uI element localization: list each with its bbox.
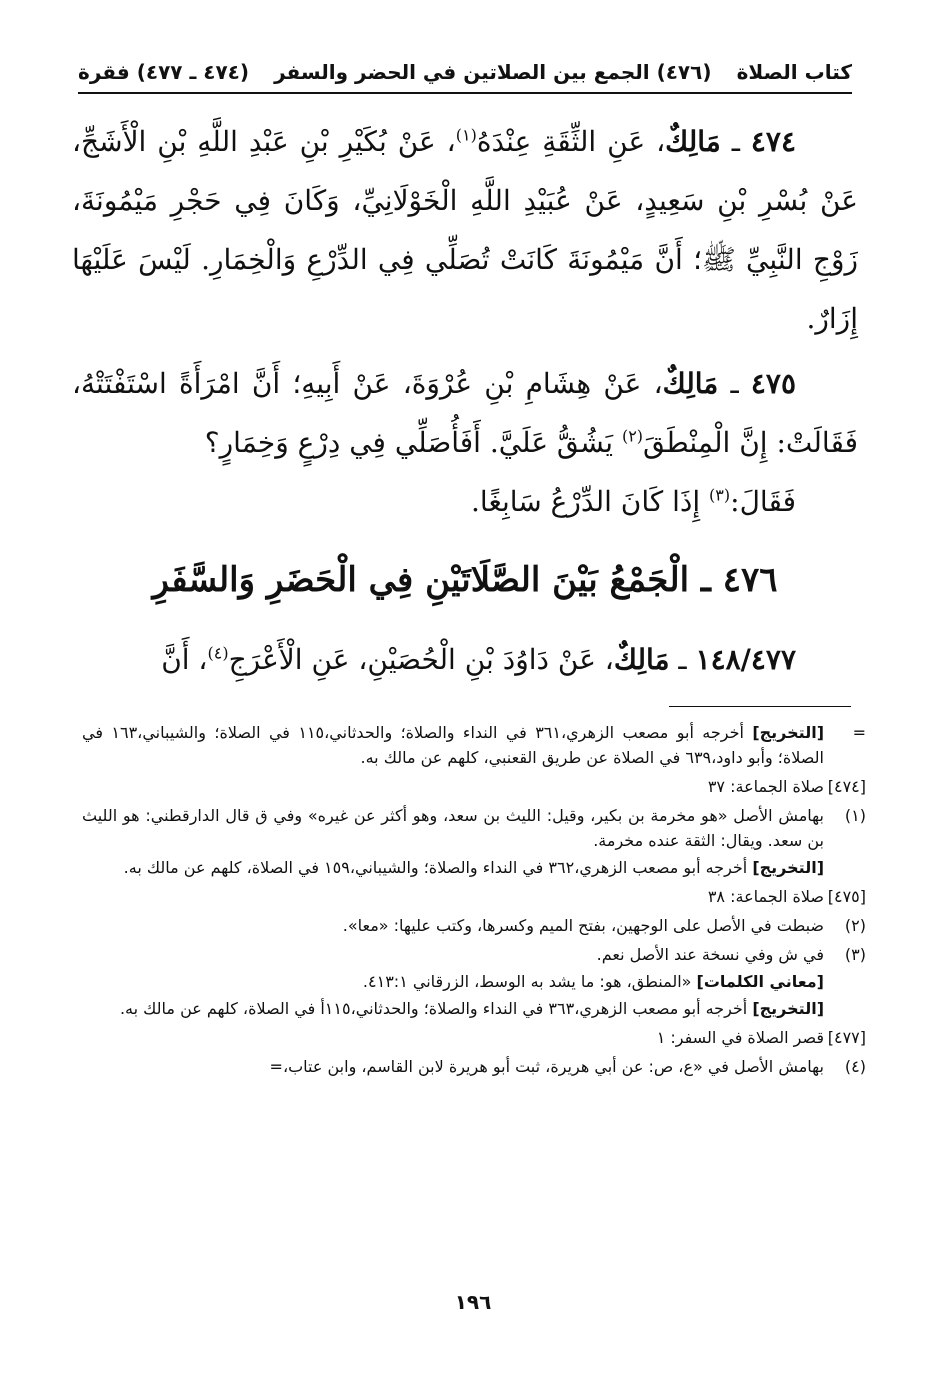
footnote-477 (82, 1025, 866, 1050)
paragraph-text: إِذَا كَانَ الدِّرْعُ سَابِغًا. (471, 485, 710, 518)
paragraph-text: يَشُقُّ عَلَيَّ. أَفَأُصَلِّي فِي دِرْعٍ وَخِمَارٍ؟ (204, 426, 622, 459)
header-chapter-title: (٤٧٦) الجمع بين الصلاتين في الحضر والسفر (274, 60, 712, 84)
footnote-text: أخرجه أبو مصعب الزهري،٣٦٣ في النداء والصلاة؛ والحدثاني،١١٥أ في الصلاة، كلهم عن مالك به. (119, 999, 753, 1018)
footnotes (82, 720, 866, 1083)
footnote-text: أخرجه أبو مصعب الزهري،٣٦٢ في النداء والصلاة؛ والشيباني،١٥٩ في الصلاة، كلهم عن مالك به. (123, 858, 753, 877)
footnote-text: قصر الصلاة في السفر: ١ (656, 1028, 824, 1047)
footnote-3 (82, 942, 866, 1021)
footnote-474 (82, 774, 866, 799)
narrator-name: مَالِكٌ (662, 367, 719, 400)
header-book-title: كتاب الصلاة (736, 60, 852, 84)
footnote-ref: (٣) (709, 485, 731, 505)
paragraph-text: ، عَنْ بُكَيْرِ بْنِ عَبْدِ اللَّهِ بْنِ الْأَشَجِّ، عَنْ بُسْرِ بْنِ سَعِيدٍ، عَنْ عُبَيْدِ اللَّهِ الْخَوْلَانِيِّ، وَكَانَ فِي حَجْرِ مَيْمُونَةَ، زَوْجِ النَّبِيِّ ﷺ؛ أَنَّ مَيْمُونَةَ كَانَتْ تُصَلِّي فِي الدِّرْعِ وَالْخِمَارِ. لَيْسَ عَلَيْهَا إِزَارٌ. (72, 125, 858, 335)
paragraph-475: ٤٧٥ ـ مَالِكٌ، عَنْ هِشَامِ بْنِ عُرْوَةَ، عَنْ أَبِيهِ؛ أَنَّ امْرَأَةً اسْتَفْتَتْهُ، فَقَالَتْ: إِنَّ الْمِنْطَقَ$^{(٢)}$ يَشُقُّ عَلَيَّ. أَفَأُصَلِّي فِي دِرْعٍ وَخِمَارٍ؟ فَقَالَ:$^{(٣)}$ إِذَا كَانَ الدِّرْعُ سَابِغًا. (72, 367, 858, 518)
footnote-4 (82, 1054, 866, 1079)
paragraph-text: ، عَنْ دَاوُدَ بْنِ الْحُصَيْنِ، عَنِ الْأَعْرَجِ (228, 643, 614, 676)
footnote-label: (٢) (844, 916, 866, 935)
footnote-text: أخرجه أبو مصعب الزهري،٣٦١ في النداء والصلاة؛ والحدثاني،١١٥ في الصلاة؛ والشيباني،١٦٣ في الصلاة؛ وأبو داود،٦٣٩ في الصلاة عن طريق القعنبي، كلهم عن مالك به. (82, 723, 824, 767)
narrator-name: مَالِكٌ (665, 125, 721, 158)
header-paragraph-range: (٤٧٤ ـ ٤٧٧) فقرة (78, 60, 250, 84)
footnote-keyword: [التخريج] (752, 723, 824, 742)
footnote-text: بهامش الأصل في «ع، ص: عن أبي هريرة، ثبت أبو هريرة لابن القاسم، وابن عتاب،= (269, 1057, 824, 1076)
main-text (72, 112, 858, 531)
footnote-475 (82, 884, 866, 909)
footnote-label: (٣) (844, 945, 866, 964)
footnote-label: (٤) (844, 1057, 866, 1076)
section-heading: ٤٧٦ ـ الْجَمْعُ بَيْنَ الصَّلَاتَيْنِ فِي الْحَضَرِ وَالسَّفَرِ (152, 560, 778, 600)
footnote-ref: (٤) (207, 643, 229, 663)
footnote-label: [٤٧٥] (827, 887, 866, 906)
footnote-ref: (١) (455, 125, 477, 145)
narrator-name: مَالِكٌ (613, 643, 670, 676)
page-number: ١٩٦ (454, 1290, 492, 1314)
footnote-text: صلاة الجماعة: ٣٧ (707, 777, 824, 796)
footnote-text: «المنطق، هو: ما يشد به الوسط، الزرقاني ٤١٣:١. (362, 972, 697, 991)
footnote-text: ضبطت في الأصل على الوجهين، بفتح الميم وكسرها، وكتب عليها: «معا». (342, 916, 824, 935)
paragraph-text: ، أَنَّ (161, 643, 208, 676)
footnote-label: = (852, 723, 866, 742)
footnote-continuation (82, 720, 866, 770)
paragraph-text: فَقَالَ: (730, 485, 796, 518)
footnote-keyword: [التخريج] (752, 858, 824, 877)
footnote-label: [٤٧٤] (827, 777, 866, 796)
paragraph-text: ، عَنْ هِشَامِ بْنِ عُرْوَةَ، عَنْ أَبِيهِ؛ أَنَّ امْرَأَةً اسْتَفْتَتْهُ، فَقَالَتْ: إِنَّ الْمِنْطَقَ (72, 367, 858, 459)
footnote-ref: (٢) (621, 426, 644, 446)
footnote-label: (١) (844, 806, 866, 825)
footnote-keyword: [التخريج] (752, 999, 824, 1018)
footnote-2 (82, 913, 866, 938)
running-header (78, 52, 852, 94)
footnote-text: بهامش الأصل «هو مخرمة بن بكير، وقيل: الليث بن سعد، وهو أكثر عن غيره» وفي ق قال الدارقطني: هو الليث بن سعد. ويقال: الثقة عنده مخرمة. (82, 806, 824, 850)
paragraph-text: ، عَنِ الثِّقَةِ عِنْدَهُ (476, 125, 666, 158)
paragraph-number: ١٤٨/٤٧٧ (695, 643, 796, 676)
footnote-separator (669, 706, 851, 707)
footnote-text: صلاة الجماعة: ٣٨ (707, 887, 824, 906)
paragraph-477: ١٤٨/٤٧٧ ـ مَالِكٌ، عَنْ دَاوُدَ بْنِ الْحُصَيْنِ، عَنِ الْأَعْرَجِ$^{(٤)}$، أَنَّ (161, 643, 796, 676)
footnote-label: [٤٧٧] (827, 1028, 866, 1047)
paragraph-474: ٤٧٤ ـ مَالِكٌ، عَنِ الثِّقَةِ عِنْدَهُ$^{(١)}$، عَنْ بُكَيْرِ بْنِ عَبْدِ اللَّهِ بْنِ الْأَشَجِّ، عَنْ بُسْرِ بْنِ سَعِيدٍ، عَنْ عُبَيْدِ اللَّهِ الْخَوْلَانِيِّ، وَكَانَ فِي حَجْرِ مَيْمُونَةَ، زَوْجِ النَّبِيِّ ﷺ؛ أَنَّ مَيْمُونَةَ كَانَتْ تُصَلِّي فِي الدِّرْعِ وَالْخِمَارِ. لَيْسَ عَلَيْهَا إِزَارٌ. (72, 125, 858, 335)
paragraph-number: ٤٧٥ (750, 367, 796, 400)
footnote-1 (82, 803, 866, 880)
footnote-keyword: [معاني الكلمات] (696, 972, 824, 991)
paragraph-number: ٤٧٤ (750, 125, 796, 158)
footnote-text: في ش وفي نسخة عند الأصل نعم. (596, 945, 824, 964)
